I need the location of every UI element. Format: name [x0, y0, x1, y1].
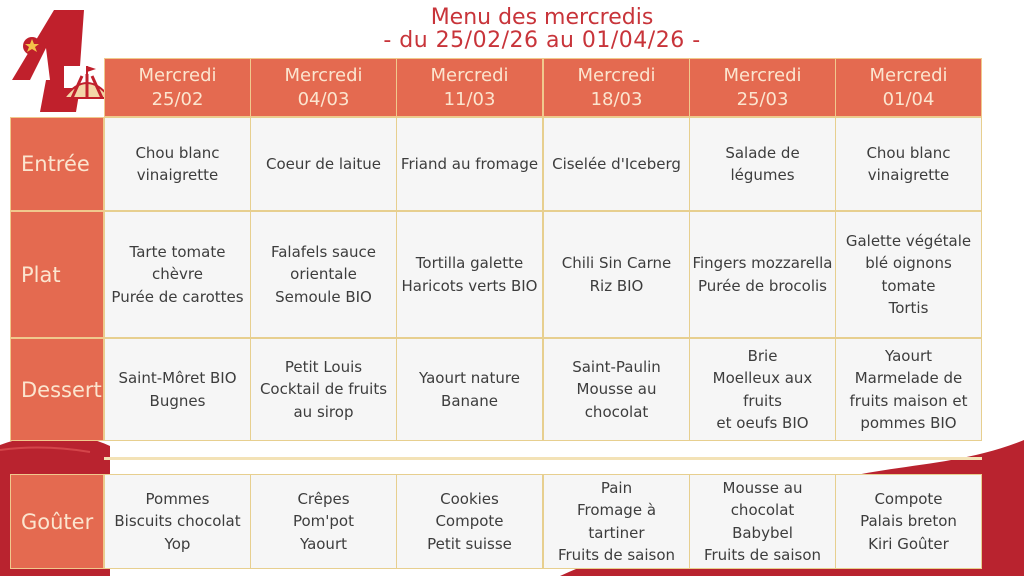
menu-item-text: Mousse au chocolat Babybel Fruits de saison — [703, 478, 822, 564]
menu-cell-plat — [835, 211, 982, 338]
day-header — [396, 58, 543, 117]
day-header — [104, 58, 251, 117]
menu-cell-entree — [250, 117, 397, 211]
menu-cell-gouter — [104, 474, 251, 569]
menu-item-text: Galette végétale blé oignons tomate Tortis — [845, 231, 972, 317]
day-header — [250, 58, 397, 117]
menu-item-text: Pain Fromage à tartiner Fruits de saison — [557, 478, 676, 564]
menu-item-text: Cookies Compote Petit suisse — [427, 489, 512, 553]
menu-cell-dessert — [104, 338, 251, 441]
title-line-1: Menu des mercredis — [430, 5, 654, 30]
day-date: 25/03 — [736, 88, 789, 110]
menu-item-text: Friand au fromage — [400, 154, 539, 173]
day-header — [543, 58, 690, 117]
menu-cell-gouter — [543, 474, 690, 569]
menu-cell-plat — [543, 211, 690, 338]
row-label-gouter: Goûter — [10, 474, 104, 569]
menu-item-text: Coeur de laitue — [266, 154, 381, 173]
day-date: 11/03 — [443, 88, 496, 110]
menu-cell-plat — [250, 211, 397, 338]
menu-cell-plat — [104, 211, 251, 338]
menu-item-text: Petit Louis Cocktail de fruits au sirop — [259, 357, 388, 421]
day-name: Mercredi — [869, 64, 948, 86]
goûter-separator — [104, 457, 982, 460]
menu-cell-plat — [396, 211, 543, 338]
menu-item-text: Pommes Biscuits chocolat Yop — [114, 489, 241, 553]
menu-cell-gouter — [396, 474, 543, 569]
row-label-dessert: Dessert — [10, 338, 104, 441]
day-date: 25/02 — [151, 88, 204, 110]
menu-item-text: Tarte tomate chèvre Purée de carottes — [111, 242, 244, 306]
menu-item-text: Crêpes Pom'pot Yaourt — [292, 489, 354, 553]
menu-cell-dessert — [689, 338, 836, 441]
menu-cell-plat — [689, 211, 836, 338]
menu-cell-gouter — [835, 474, 982, 569]
day-name: Mercredi — [723, 64, 802, 86]
menu-cell-dessert — [250, 338, 397, 441]
menu-item-text: Yaourt Marmelade de fruits maison et pommes BIO — [849, 346, 968, 432]
menu-cell-entree — [396, 117, 543, 211]
day-date: 04/03 — [297, 88, 350, 110]
row-label-entree: Entrée — [10, 117, 104, 211]
menu-item-text: Saint-Paulin Mousse au chocolat — [572, 357, 661, 421]
menu-item-text: Tortilla galette Haricots verts BIO — [401, 254, 538, 295]
menu-item-text: Fingers mozzarella Purée de brocolis — [692, 254, 833, 295]
menu-item-text: Chili Sin Carne Riz BIO — [561, 254, 672, 295]
menu-item-text: Chou blanc vinaigrette — [135, 143, 220, 184]
menu-cell-dessert — [543, 338, 690, 441]
menu-cell-entree — [689, 117, 836, 211]
menu-cell-gouter — [689, 474, 836, 569]
day-header — [689, 58, 836, 117]
menu-item-text: Falafels sauce orientale Semoule BIO — [270, 242, 377, 306]
day-header — [835, 58, 982, 117]
menu-item-text: Chou blanc vinaigrette — [866, 143, 951, 184]
menu-item-text: Brie Moelleux aux fruits et oeufs BIO — [712, 346, 813, 432]
menu-cell-entree — [835, 117, 982, 211]
menu-item-text: Saint-Môret BIO Bugnes — [118, 369, 237, 410]
day-name: Mercredi — [430, 64, 509, 86]
menu-cell-entree — [543, 117, 690, 211]
day-date: 01/04 — [882, 88, 935, 110]
menu-cell-dessert — [396, 338, 543, 441]
menu-cell-gouter — [250, 474, 397, 569]
page-title — [300, 6, 784, 52]
title-date-range: - du 25/02/26 au 01/04/26 - — [383, 28, 701, 53]
menu-item-text: Salade de légumes — [725, 143, 800, 184]
menu-item-text: Ciselée d'Iceberg — [552, 154, 681, 173]
day-date: 18/03 — [590, 88, 643, 110]
day-name: Mercredi — [138, 64, 217, 86]
menu-item-text: Yaourt nature Banane — [419, 369, 520, 410]
row-label-plat: Plat — [10, 211, 104, 338]
menu-item-text: Compote Palais breton Kiri Goûter — [860, 489, 957, 553]
day-name: Mercredi — [577, 64, 656, 86]
menu-cell-entree — [104, 117, 251, 211]
menu-cell-dessert — [835, 338, 982, 441]
day-name: Mercredi — [284, 64, 363, 86]
